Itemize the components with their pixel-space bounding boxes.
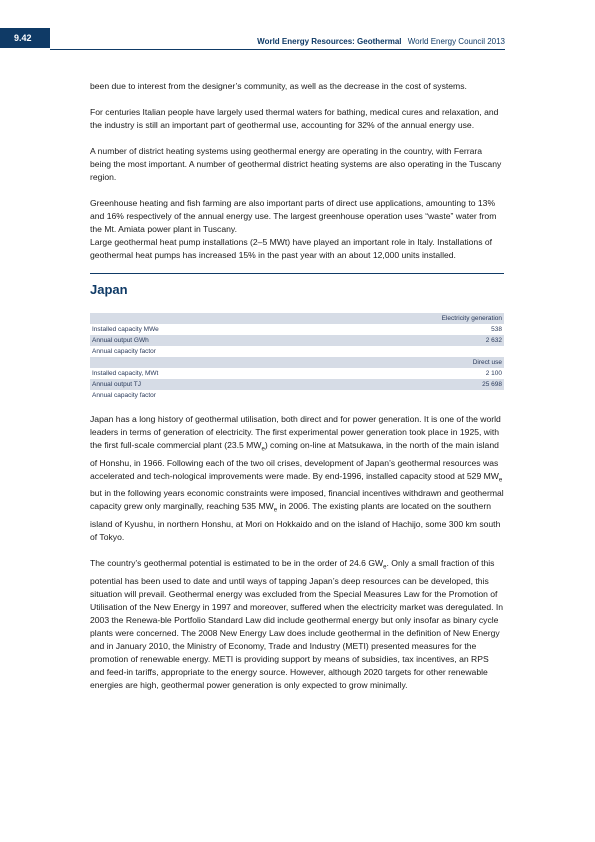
paragraph: Greenhouse heating and fish farming are also important parts of direct use applications, amounting to 13% and 16% respectively of the annual energy use. The largest greenhouse operation uses “waste” water from the Mt. Amiata power plant in Tuscany. xyxy=(90,198,497,234)
table-row xyxy=(90,346,504,357)
table-row xyxy=(90,390,504,401)
paragraph: For centuries Italian people have largely used thermal waters for bathing, medical cures and relaxation, and the industry is still an important part of geothermal use, accounting for 32% of the annual energy use. xyxy=(90,107,499,130)
table-row xyxy=(90,335,504,346)
geothermal-stats-table xyxy=(90,313,504,401)
running-title: World Energy Resources: Geothermal xyxy=(257,37,402,46)
table-header-row xyxy=(90,357,504,368)
publisher: World Energy Council 2013 xyxy=(407,37,505,46)
table-row xyxy=(90,379,504,390)
table-row xyxy=(90,324,504,335)
paragraph: Japan has a long history of geothermal utilisation, both direct and for power generation. It is one of the world leaders in terms of generation of electricity. The first experimental power generation took place in 1925, with the first full-scale commercial plant (23.5 $MW_e$) coming on-line at Matsukawa, in the north of the main island of Honshu, in 1966. Following each of the two oil crises, development of Japan’s geothermal resources was accelerated and tech-nological improvements were made. By end-1996, installed capacity stood at 529 $MW_e$ but in the following years economic constraints were imposed, financial incentives withdrawn and geothermal capacity grew only marginally, reaching 535 $MW_e$ in 2006. The existing plants are located on the southern island of Kyushu, in northern Honshu, at Mori on Hokkaido and on the island of Hachijo, some 300 km south of Tokyo. xyxy=(90,414,504,543)
running-header xyxy=(257,37,505,46)
page-number-tab xyxy=(0,28,50,48)
row-label: Annual capacity factor xyxy=(90,390,399,401)
row-value xyxy=(399,346,504,357)
row-label: Annual capacity factor xyxy=(90,346,399,357)
paragraph: A number of district heating systems using geothermal energy are operating in the country, with Ferrara being the most important. A number of geothermal district heating systems are also operating in the Tuscany region. xyxy=(90,146,502,182)
row-label: Annual output TJ xyxy=(90,379,399,390)
paragraph: been due to interest from the designer’s community, as well as the decrease in the cost of systems. xyxy=(90,81,467,91)
table-header-row xyxy=(90,313,504,324)
page-content xyxy=(90,80,504,705)
row-value xyxy=(399,390,504,401)
table-row xyxy=(90,368,504,379)
row-value: 25 698 xyxy=(399,379,504,390)
paragraph: The country’s geothermal potential is estimated to be in the order of 24.6 $GW_e$. Only a small fraction of this potential has been used to date and until ways of tapping Japan’s deep resources can be developed, this situation will prevail. Geothermal energy was excluded from the Special Measures Law for the Promotion of Utilisation of the New Energy in 1997 and moreover, suffered when the electricity market was deregulated. In 2003 the Renewa-ble Portfolio Standard Law did include geothermal energy but only insofar as binary cycle plants were concerned. The 2008 New Energy Law does include geothermal in the definition of New Energy and in January 2010, the Ministry of Economy, Trade and Industry (METI) presented measures for the promotion of renewable energy. METI is providing support by means of subsidies, tax incentives, an RPS and feed-in tariffs, appropriate to the energy source. However, although 2020 targets for other renewable energies are high, geothermal power generation is only expected to grow minimally. xyxy=(90,558,504,690)
row-label: Installed capacity, MWt xyxy=(90,368,399,379)
row-label: Annual output GWh xyxy=(90,335,399,346)
row-value: 2 632 xyxy=(399,335,504,346)
electricity-header: Electricity generation xyxy=(90,313,504,324)
row-label: Installed capacity MWe xyxy=(90,324,399,335)
section-rule xyxy=(90,273,504,274)
header-rule xyxy=(50,49,505,50)
page-number: 9.42 xyxy=(14,33,32,43)
paragraph: Large geothermal heat pump installations (2–5 MWt) have played an important role in Italy. Installations of geothermal heat pumps has increased 15% in the past year with an about 12,000 units installed. xyxy=(90,237,493,260)
direct-use-header: Direct use xyxy=(90,357,504,368)
section-title: Japan xyxy=(90,282,128,297)
row-value: 2 100 xyxy=(399,368,504,379)
row-value: 538 xyxy=(399,324,504,335)
